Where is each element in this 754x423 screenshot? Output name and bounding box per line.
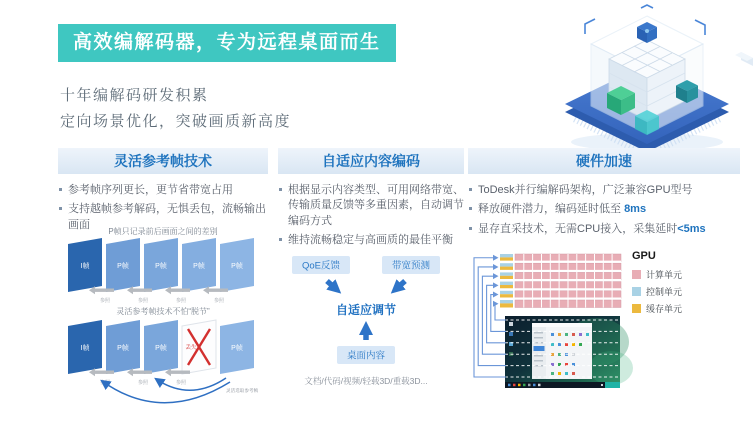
bullet-text: ToDesk并行编解码架构，广泛兼容GPU型号: [478, 184, 693, 196]
gpu-cell-separators: [500, 254, 621, 308]
feature-bullet: [468, 202, 740, 217]
adaptive-adjustment-label: 自适应调节: [335, 303, 397, 317]
cache-unit-swatch: [632, 304, 641, 313]
bullet-text: 维持流畅稳定与高画质的最佳平衡: [288, 234, 453, 247]
bullet-marker: [279, 238, 282, 241]
floating-chip: [735, 52, 753, 66]
diagram-caption: P帧只记录前后画面之间的差别: [108, 227, 218, 236]
legend-item-control: [632, 285, 682, 298]
column-hardware-acceleration: [468, 148, 754, 423]
bullet-text: 释放硬件潜力，编码延时低至 8ms: [478, 203, 647, 216]
frame-label: P帧: [231, 345, 243, 352]
frame-label: P帧: [193, 263, 205, 270]
feature-bullet-list: [468, 183, 740, 237]
subtitle-line-2: 定向场景优化，突破画质新高度: [60, 113, 292, 130]
bullet-text: 参考帧序列更长，更节省带宽占用: [68, 184, 233, 196]
feature-bullet: [278, 183, 464, 229]
page-title: 高效编解码器，专为远程桌面而生: [73, 32, 381, 53]
bandwidth-prediction-label: 带宽预测: [391, 260, 431, 272]
frame-label: I帧: [80, 263, 90, 270]
feature-bullet: [58, 183, 268, 198]
frame-label: P帧: [117, 263, 129, 270]
feature-bullet: [468, 183, 740, 198]
taskbar: [505, 382, 620, 388]
frame-label: P帧: [155, 263, 167, 270]
reference-arrow-label: 参照: [99, 298, 111, 304]
legend-item-cache: [632, 302, 682, 315]
page-title-banner: [58, 24, 396, 62]
control-unit-swatch: [632, 287, 641, 296]
reference-arrow-label: 参照: [137, 380, 149, 386]
gpu-legend: [632, 250, 682, 319]
legend-label: 缓存单元: [646, 304, 683, 314]
bullet-marker: [59, 207, 62, 210]
flexible-reference-curves: [99, 378, 230, 403]
feature-bullet-list: [278, 183, 464, 249]
reference-arrow-label: 参照: [175, 380, 187, 386]
column-header: 硬件加速: [468, 148, 740, 174]
lost-frame-label: 丢失: [185, 345, 197, 351]
chip-cube-illustration: [545, 0, 754, 152]
bullet-marker: [469, 227, 472, 230]
frame-label: P帧: [231, 263, 243, 270]
bullet-marker: [469, 188, 472, 191]
adaptive-adjustment-flow-diagram: [278, 250, 464, 392]
bullet-marker: [59, 188, 62, 191]
reference-arrows: [89, 368, 190, 376]
reference-arrow-label: 参照: [175, 298, 187, 304]
desktop-content-label: 桌面内容: [346, 350, 386, 362]
frame-label: P帧: [155, 345, 167, 352]
column-adaptive-content-encoding: [278, 148, 464, 423]
reference-arrow-label: 参照: [99, 380, 111, 386]
bullet-text: 显存直采技术，无需CPU接入，采集延时<5ms: [478, 222, 706, 235]
legend-item-compute: [632, 268, 682, 281]
curve-arrow-label: 灵活选取参考帧: [226, 388, 259, 393]
reference-arrow-label: 参照: [213, 298, 225, 304]
legend-label: 控制单元: [646, 287, 683, 297]
compute-unit-swatch: [632, 270, 641, 279]
connector-arrowheads: [493, 255, 499, 307]
frame-label: P帧: [117, 345, 129, 352]
qoe-feedback-label: QoE反馈: [301, 260, 341, 272]
subtitle-line-1: 十年编解码研发积累: [60, 87, 209, 104]
diagram-caption: 灵活参考帧技术不怕“脱节”: [116, 307, 210, 316]
feature-bullet: [468, 222, 740, 237]
bullet-marker: [469, 207, 472, 210]
gpu-parallel-encoding-diagram: [468, 246, 754, 423]
legend-label: 计算单元: [646, 270, 683, 280]
bullet-text: 根据显示内容类型、可用网络带宽、传输质量反馈等多重因素，自动调节编码方式: [288, 184, 464, 227]
feature-bullet: [278, 233, 464, 248]
reference-arrow-label: 参照: [137, 298, 149, 304]
bullet-text: 支持越帧参考解码，无惧丢包，流畅输出画面: [68, 203, 266, 231]
frame-loss-recovery-diagram: [58, 318, 268, 420]
frame-label: I帧: [80, 345, 90, 352]
bullet-marker: [279, 188, 282, 191]
column-flexible-reference-frame: [58, 148, 268, 423]
content-types-label: 文档/代码/视频/轻载3D/重载3D...: [304, 376, 428, 386]
column-header: 灵活参考帧技术: [58, 148, 268, 174]
p-frame-reference-diagram: [58, 236, 268, 306]
column-header: 自适应内容编码: [278, 148, 464, 174]
gpu-legend-title: GPU: [632, 250, 656, 262]
